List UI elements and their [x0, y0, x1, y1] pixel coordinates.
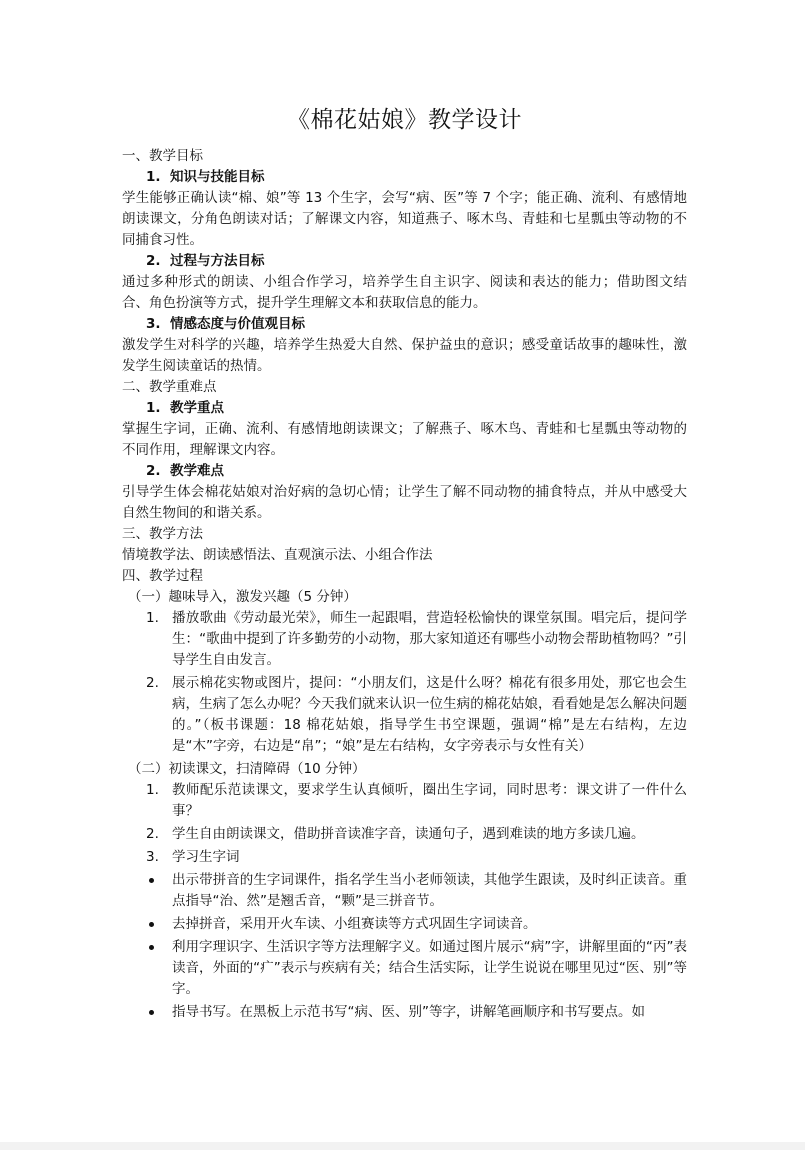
subsection-heading: 1. 知识与技能目标	[146, 169, 265, 185]
subsection-heading: 1. 教学重点	[146, 400, 224, 416]
bullet-item: 去掉拼音，采用开火车读、小组赛读等方式巩固生字词读音。	[122, 914, 687, 935]
section-heading: 一、教学目标	[122, 148, 203, 164]
list-item: 1. 教师配乐范读课文，要求学生认真倾听，圈出生字词，同时思考：课文讲了一件什么事？	[146, 782, 687, 819]
paragraph: 通过多种形式的朗读、小组合作学习，培养学生自主识字、阅读和表达的能力；借助图文结合、角色扮演等方式，提升学生理解文本和获取信息的能力。	[122, 274, 687, 311]
bullet-item: 指导书写。在黑板上示范书写“病、医、别”等字，讲解笔画顺序和书写要点。如	[122, 1002, 687, 1023]
section-heading: 四、教学过程	[122, 568, 203, 584]
numbered-list	[122, 780, 687, 868]
section-heading: 二、教学重难点	[122, 379, 217, 395]
subsection-heading: 2. 过程与方法目标	[146, 253, 265, 269]
paragraph: 情境教学法、朗读感悟法、直观演示法、小组合作法	[122, 547, 433, 563]
subsection-heading: 3. 情感态度与价值观目标	[146, 316, 305, 332]
bullet-icon	[149, 1010, 154, 1015]
list-item: 2. 展示棉花实物或图片，提问：“小朋友们，这是什么呀？棉花有很多用处，那它也会生病，生病了怎么办呢？今天我们就来认识一位生病的棉花姑娘，看看她是怎么解决问题的。”（板书课题：18 棉花姑娘，指导学生书空课题，强调“棉”是左右结构，左边是“木”字旁，右边是“帛”；“娘”是左右结构，女字旁表示与女性有关）	[146, 675, 687, 754]
page-title: 《棉花姑娘》教学设计	[287, 107, 522, 133]
paragraph: 掌握生字词，正确、流利、有感情地朗读课文；了解燕子、啄木鸟、青蛙和七星瓢虫等动物的不同作用，理解课文内容。	[122, 421, 687, 458]
phase-heading: （一）趣味导入，激发兴趣（5 分钟）	[128, 589, 357, 605]
numbered-list	[122, 608, 687, 757]
bullet-item: 出示带拼音的生字词课件，指名学生当小老师领读，其他学生跟读，及时纠正读音。重点指导“治、然”是翘舌音，“颗”是三拼音节。	[122, 870, 687, 912]
bullet-list	[122, 870, 687, 1023]
phase-heading: （二）初读课文，扫清障碍（10 分钟）	[128, 761, 366, 777]
list-item: 1. 播放歌曲《劳动最光荣》，师生一起跟唱，营造轻松愉快的课堂氛围。唱完后，提问学生：“歌曲中提到了许多勤劳的小动物，那大家知道还有哪些小动物会帮助植物吗？”引导学生自由发言。	[146, 610, 687, 668]
section-heading: 三、教学方法	[122, 526, 203, 542]
list-item: 3. 学习生字词	[146, 849, 240, 865]
bullet-icon	[149, 878, 154, 883]
paragraph: 学生能够正确认读“棉、娘”等 13 个生字，会写“病、医”等 7 个字；能正确、流利、有感情地朗读课文，分角色朗读对话；了解课文内容，知道燕子、啄木鸟、青蛙和七星瓢虫等动物的不同捕食习性。	[122, 190, 687, 248]
bullet-item: 利用字理识字、生活识字等方法理解字义。如通过图片展示“病”字，讲解里面的“丙”表读音，外面的“疒”表示与疾病有关；结合生活实际，让学生说说在哪里见过“医、别”等字。	[122, 937, 687, 1000]
paragraph: 引导学生体会棉花姑娘对治好病的急切心情；让学生了解不同动物的捕食特点，并从中感受大自然生物间的和谐关系。	[122, 484, 687, 521]
document-content	[122, 102, 687, 1025]
paragraph: 激发学生对科学的兴趣，培养学生热爱大自然、保护益虫的意识；感受童话故事的趣味性，激发学生阅读童话的热情。	[122, 337, 687, 374]
list-item: 2. 学生自由朗读课文，借助拼音读准字音，读通句子，遇到难读的地方多读几遍。	[146, 826, 645, 842]
bullet-icon	[149, 945, 154, 950]
subsection-heading: 2. 教学难点	[146, 463, 224, 479]
bullet-icon	[149, 922, 154, 927]
